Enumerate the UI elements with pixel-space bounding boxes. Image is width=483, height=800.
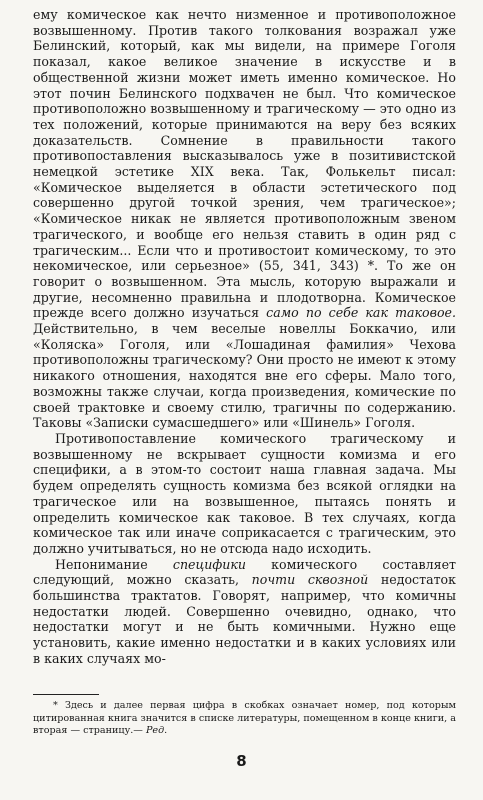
footnote-text: * Здесь и далее первая цифра в скобках означает номер, под которым цитированная книга значится в списке литературы, помещенном в конце книги, а вторая — страницу.— bbox=[33, 700, 456, 737]
paragraph-2 bbox=[33, 431, 456, 557]
text-segment: Действительно, в чем веселые новеллы Боккачио, или «Коляска» Гоголя, или «Лошадиная фамилия» Чехова противоположны трагическому? Они просто не имеют к этому никакого отношения, находятся вне его сферы. Мало того, возможны также случаи, когда произведения, комические по своей трактовке и своему стилю, трагичны по содержанию. Таковы «Записки сумасшедшего» или «Шинель» Гоголя. bbox=[33, 321, 456, 431]
footnote-divider bbox=[33, 694, 99, 695]
text-segment: Непонимание bbox=[55, 556, 173, 572]
text-segment: комического составляет следующий, можно сказать, bbox=[33, 556, 457, 588]
editor-mark: Ред. bbox=[145, 725, 168, 737]
italic-phrase: само по себе как таковое. bbox=[266, 305, 456, 321]
text-segment: ему комическое как нечто низменное и противоположное возвышенному. Против такого толкования возражал уже Белинский, который, как мы видели, на примере Гоголя показал, какое великое значение в искусстве и в общественной жизни может иметь именно комическое. Но этот почин Белинского подхвачен не был. Что комическое противоположно возвышенному и трагическому — это одно из тех положений, которые принимаются на веру без всяких доказательств. Сомнение в правильности такого противопоставления высказывалось уже в позитивистской немецкой эстетике XIX века. Так, Фолькельт писал: «Комическое выделяется в области эстетического под совершенно другой точкой зрения, чем трагическое»; «Комическое никак не является противоположным звеном трагического, и вообще его нельзя ставить в один ряд с трагическим... Если что и противостоит комическому, то это некомическое, или серьезное» (55, 341, 343) *. То же он говорит о возвышенном. Эта мысль, которую выражали и другие, несомненно правильна и плодотворна. Комическое прежде всего должно изучаться bbox=[33, 7, 456, 321]
paragraph-1 bbox=[33, 7, 456, 431]
paragraph-3 bbox=[33, 557, 456, 667]
italic-phrase: специфики bbox=[172, 556, 247, 572]
page-number: 8 bbox=[236, 752, 247, 770]
text-segment: недостаток большинства трактатов. Говорят, например, что комичны недостатки людей. Совершенно очевидно, однако, что недостатки могут и не быть комичными. Нужно еще установить, какие именно недостатки и в каких условиях или в каких случаях мо- bbox=[33, 572, 456, 666]
footnote bbox=[33, 700, 456, 738]
text-segment: Противопоставление комического трагическому и возвышенному не вскрывает сущности комизма и его специфики, а в этом-то состоит наша главная задача. Мы будем определять сущность комизма без всякой оглядки на трагическое или на возвышенное, пытаясь понять и определить комическое как таковое. В тех случаях, когда комическое так или иначе соприкасается с трагическим, это должно учитываться, но не отсюда надо исходить. bbox=[33, 430, 456, 556]
main-text bbox=[33, 7, 456, 667]
italic-phrase: почти сквозной bbox=[251, 572, 369, 588]
